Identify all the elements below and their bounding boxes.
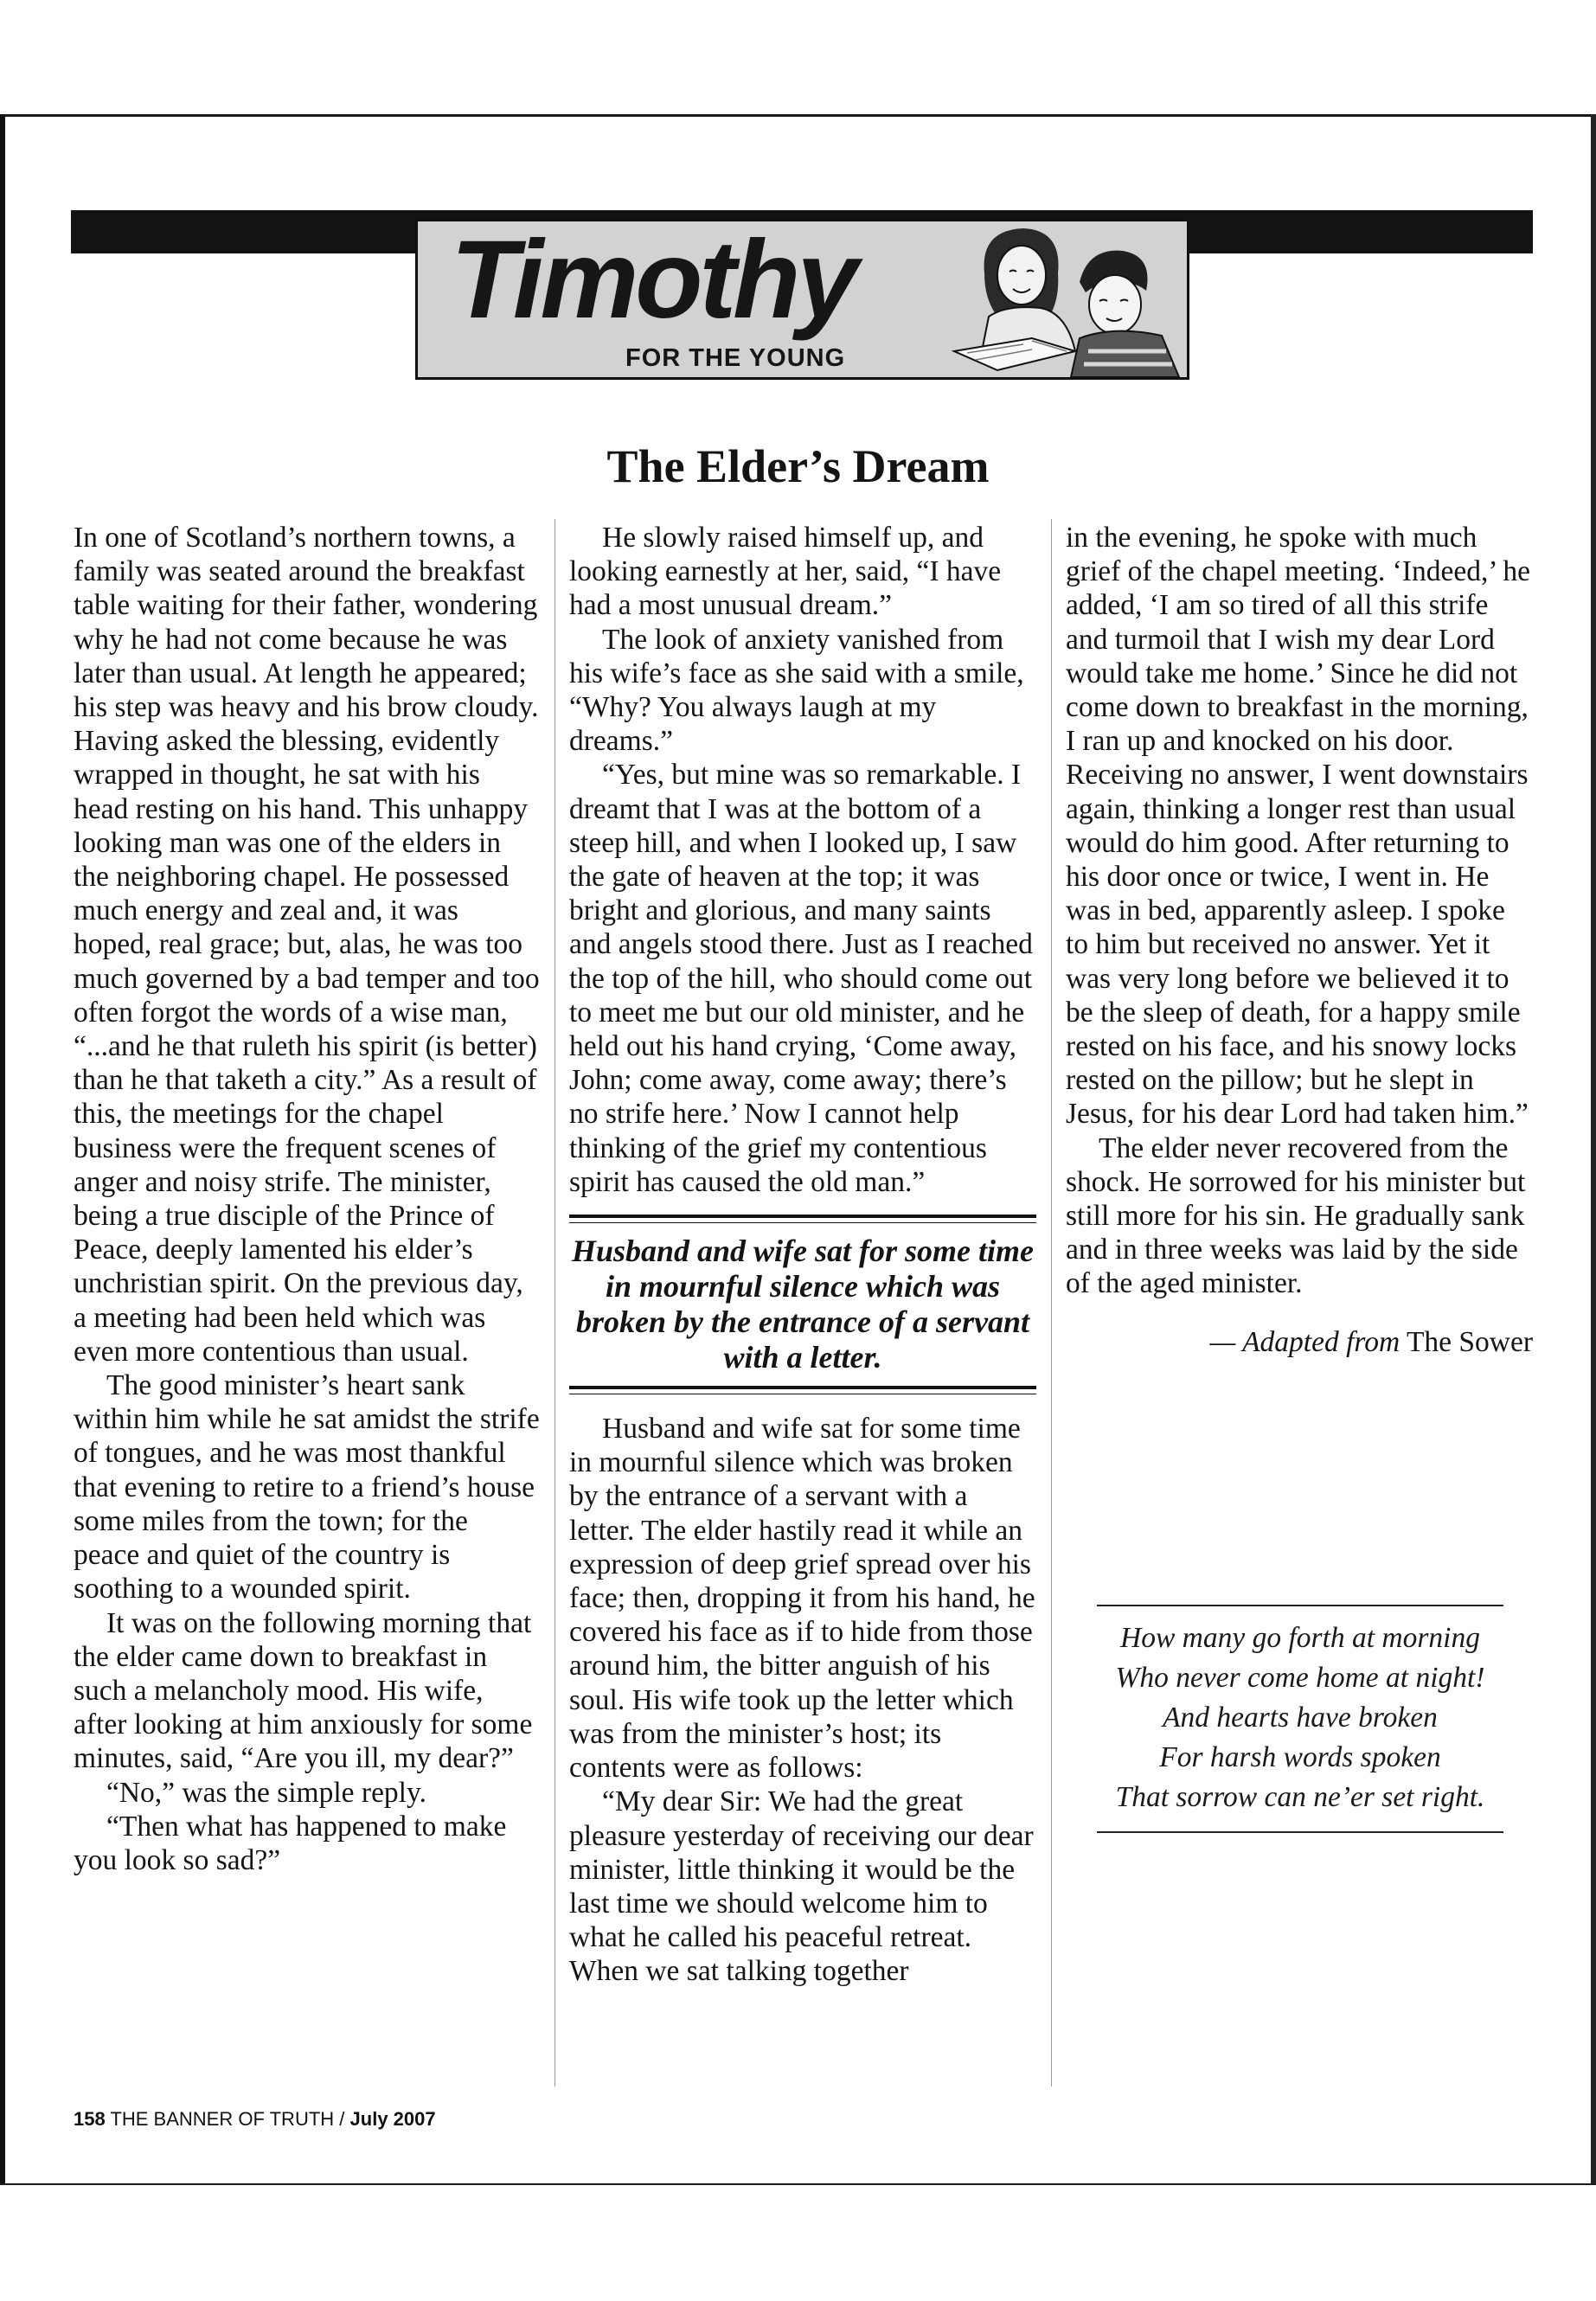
poem-bottom-rule — [1097, 1831, 1503, 1833]
scan-left-edge — [0, 114, 5, 2185]
poem-line: Who never come home at night! — [1115, 1662, 1485, 1694]
paragraph: Husband and wife sat for some time in mournful silence which was broken by the entrance of a servant with a letter. The elder hastily read it while an expression of deep grief spread over his face; then, dropping it from his hand, he covered his face as if to hide from those around him, the bitter anguish of his soul. His wife took up the letter which was from the minister’s host; its contents were as follows: — [569, 1413, 1035, 1785]
paragraph: The look of anxiety vanished from his wife’s face as she said with a smile, “Why? You always laugh at my dreams.” — [569, 623, 1024, 758]
article-title: The Elder’s Dream — [606, 440, 990, 492]
poem-line: That sorrow can ne’er set right. — [1115, 1781, 1485, 1813]
children-reading-illustration-icon — [902, 221, 1187, 377]
article-column-1 — [74, 521, 541, 1877]
article-column-2 — [569, 521, 1036, 1989]
pull-quote-bottom-rule — [569, 1386, 1036, 1394]
poem-line: How many go forth at morning — [1120, 1622, 1480, 1654]
paragraph: It was on the following morning that the elder came down to breakfast in such a melancholy mood. His wife, after looking at him anxiously for some minutes, said, “Are you ill, my dear?” — [74, 1606, 533, 1775]
credit-prefix: — Adapted from — [1209, 1325, 1401, 1358]
page-footer — [74, 2108, 436, 2131]
page-number: 158 — [74, 2108, 106, 2130]
paragraph: “No,” was the simple reply. — [106, 1776, 426, 1809]
page-top-rule — [0, 114, 1596, 117]
poem-box — [1097, 1605, 1503, 1833]
poem-lines — [1097, 1606, 1503, 1831]
poem-line: For harsh words spoken — [1159, 1741, 1441, 1773]
source-credit — [1066, 1325, 1533, 1359]
issue-date: July 2007 — [349, 2108, 436, 2130]
pull-quote — [569, 1215, 1036, 1394]
column-divider — [1051, 519, 1052, 2086]
scan-right-edge — [1591, 114, 1596, 2185]
logo-subtitle: FOR THE YOUNG — [625, 344, 846, 372]
paragraph: “My dear Sir: We had the great pleasure yesterday of receiving our dear minister, little thinking it would be the last time we should welcome him to what he called his peaceful retreat. When we sat talking together — [569, 1785, 1034, 1988]
paragraph: “Then what has happened to make you look so sad?” — [74, 1810, 507, 1876]
pull-quote-text: Husband and wife sat for some time in mournful silence which was broken by the entrance of a servant with a letter. — [571, 1234, 1035, 1375]
credit-source: The Sower — [1406, 1325, 1533, 1358]
article-column-3 — [1066, 521, 1533, 1359]
magazine-name: THE BANNER OF TRUTH — [110, 2108, 335, 2130]
logo-wordmark: Timothy — [451, 218, 856, 342]
paragraph: In one of Scotland’s northern towns, a family was seated around the breakfast table waiting for their father, wondering why he had not come because he was later than usual. At length he appeared; his step was heavy and his brow cloudy. Having asked the blessing, evidently wrapped in thought, he sat with his head resting on his hand. This unhappy looking man was one of the elders in the neighboring chapel. He possessed much energy and zeal and, it was hoped, real grace; but, alas, he was too much governed by a bad temper and too often forgot the words of a wise man, “...and he that ruleth his spirit (is better) than he that taketh a city.” As a result of this, the meetings for the chapel business were the frequent scenes of anger and noisy strife. The minister, being a true disciple of the Prince of Peace, deeply lamented his elder’s unchristian spirit. On the previous day, a meeting had been held which was even more contentious than usual. — [74, 522, 540, 1368]
poem-line: And hearts have broken — [1163, 1702, 1438, 1734]
paragraph: “Yes, but mine was so remarkable. I dreamt that I was at the bottom of a steep hill, and when I looked up, I saw the gate of heaven at the top; it was bright and glorious, and many saints and angels stood there. Just as I reached the top of the hill, who should come out to meet me but our old minister, and he held out his hand crying, ‘Come away, John; come away, come away; there’s no strife here.’ Now I cannot help thinking of the grief my contentious spirit has caused the old man.” — [569, 759, 1033, 1198]
paragraph: in the evening, he spoke with much grief of the chapel meeting. ‘Indeed,’ he added, ‘I am so tired of all this strife and turmoil that I wish my dear Lord would take me home.’ Since he did not come down to breakfast in the morning, I ran up and knocked on his door. Receiving no answer, I went downstairs again, thinking a longer rest than usual would do him good. After returning to his door once or twice, I went in. He was in bed, apparently asleep. I spoke to him but received no answer. Yet it was very long before we believed it to be the sleep of death, for a happy smile rested on his face, and his snowy locks rested on the pillow; but he slept in Jesus, for his dear Lord had taken him.” — [1066, 522, 1530, 1131]
pull-quote-top-rule — [569, 1215, 1036, 1223]
paragraph: He slowly raised himself up, and looking earnestly at her, said, “I have had a most unusual dream.” — [569, 522, 1002, 622]
paragraph: The good minister’s heart sank within him while he sat amidst the strife of tongues, and he was most thankful that evening to retire to a friend’s house some miles from the town; for the peace and quiet of the country is soothing to a wounded spirit. — [74, 1369, 540, 1606]
page-bottom-rule — [0, 2183, 1596, 2185]
timothy-logo — [415, 219, 1189, 380]
column-divider — [554, 519, 555, 2086]
paragraph: The elder never recovered from the shock. He sorrowed for his minister but still more for his sin. He gradually sank and in three weeks was laid by the side of the aged minister. — [1066, 1131, 1526, 1300]
footer-separator: / — [339, 2108, 345, 2130]
